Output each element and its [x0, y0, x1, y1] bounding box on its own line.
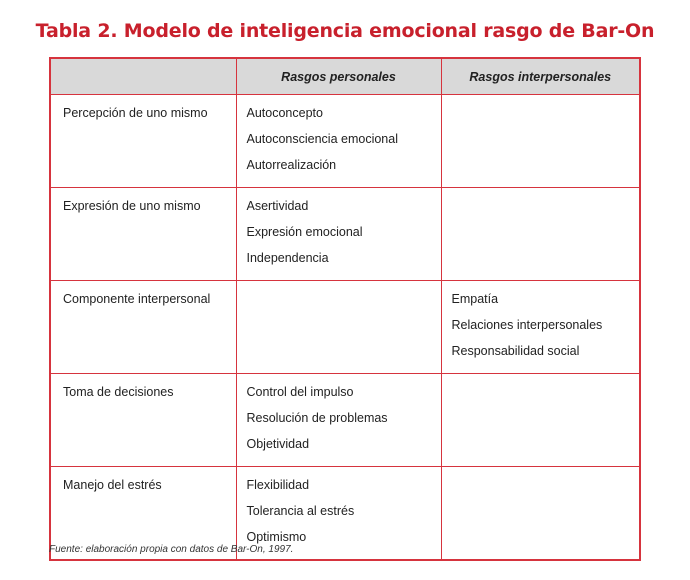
- interpersonal-traits-cell: [441, 374, 640, 467]
- trait-item: Flexibilidad: [246, 478, 310, 492]
- header-interpersonal-traits: Rasgos interpersonales: [441, 58, 640, 95]
- trait-item: Autoconsciencia emocional: [246, 132, 398, 146]
- trait-item: Resolución de problemas: [246, 411, 388, 425]
- interpersonal-traits-cell: [441, 281, 640, 374]
- interpersonal-traits-cell: [441, 467, 640, 561]
- table-title: Tabla 2. Modelo de inteligencia emocional rasgo de Bar-On: [35, 20, 655, 42]
- personal-traits-cell: [236, 188, 441, 281]
- header-personal-traits: Rasgos personales: [236, 58, 441, 95]
- row-label: Toma de decisiones: [50, 374, 236, 467]
- table-row: [50, 281, 640, 374]
- trait-item: Tolerancia al estrés: [246, 504, 355, 518]
- trait-item: Autoconcepto: [246, 106, 323, 120]
- source-note: Fuente: elaboración propia con datos de Bar-On, 1997.: [49, 544, 294, 555]
- trait-item: Asertividad: [246, 199, 309, 213]
- row-label: Manejo del estrés: [50, 467, 236, 561]
- trait-item: Relaciones interpersonales: [451, 318, 603, 332]
- table-row: [50, 374, 640, 467]
- trait-item: Control del impulso: [246, 385, 354, 399]
- personal-traits-cell: [236, 95, 441, 188]
- trait-item: Responsabilidad social: [451, 344, 580, 358]
- trait-item: Independencia: [246, 251, 329, 265]
- row-label: Percepción de uno mismo: [50, 95, 236, 188]
- personal-traits-cell: [236, 374, 441, 467]
- header-empty-cell: [50, 58, 236, 95]
- bar-on-model-table: [49, 57, 641, 561]
- personal-traits-cell: [236, 281, 441, 374]
- trait-item: Objetividad: [246, 437, 310, 451]
- trait-item: Expresión emocional: [246, 225, 363, 239]
- trait-item: Empatía: [451, 292, 499, 306]
- table-header-row: [50, 58, 640, 95]
- row-label: Componente interpersonal: [50, 281, 236, 374]
- row-label: Expresión de uno mismo: [50, 188, 236, 281]
- table-row: [50, 95, 640, 188]
- trait-item: Optimismo: [246, 530, 307, 544]
- interpersonal-traits-cell: [441, 95, 640, 188]
- table-row: [50, 188, 640, 281]
- interpersonal-traits-cell: [441, 188, 640, 281]
- trait-item: Autorrealización: [246, 158, 337, 172]
